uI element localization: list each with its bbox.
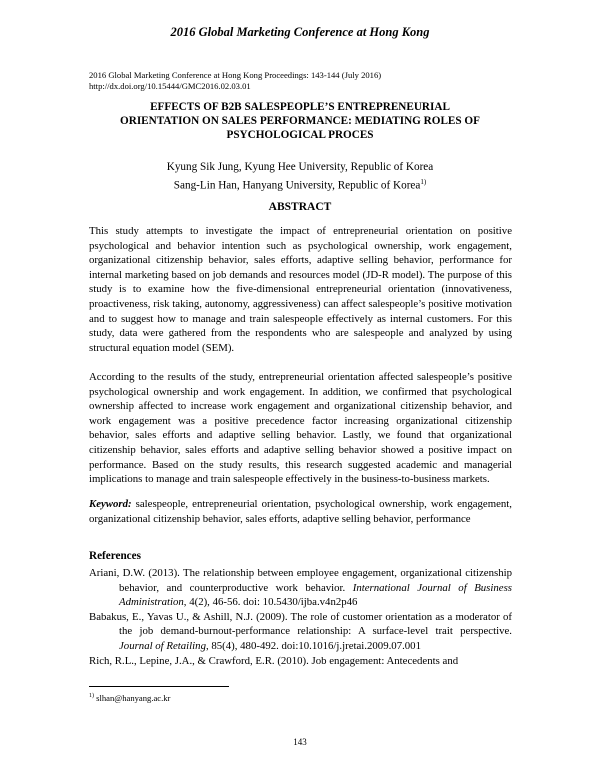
title-line-2: ORIENTATION ON SALES PERFORMANCE: MEDIATING ROLES OF (120, 115, 480, 127)
abstract-paragraph-2: According to the results of the study, entrepreneurial orientation affected salespeople’s positive psychological ownership and work engagement. In addition, we confirmed that psychological ownership affected to increase work engagement and organizational citizenship behavior, and work engagement was a positive precedence factor increasing organizational citizenship behavior, sales efforts and adaptive selling behavior. Lastly, we found that organizational citizenship behavior, sales efforts and adaptive selling behavior showed a positive impact on performance. Based on the study results, this research suggested academic and managerial implications to manage and train salespeople effectively in the business-to-business markets. (89, 371, 512, 486)
footnote-mark: 1) (89, 693, 94, 700)
reference-text: Ariani, D.W. (2013). The relationship between employee engagement, organizational citizenship behavior, and counterproductive work behavior. (89, 567, 512, 594)
abstract-heading: ABSTRACT (268, 201, 332, 213)
abstract-paragraph-1: This study attempts to investigate the impact of entrepreneurial orientation on positive psychological and behavior intention such as psychological ownership, work engagement, organizational citizenship behavior, sales efforts, adaptive selling behavior, performance for internal marketing based on job demands and resources model (JD-R model). The purpose of this study is to examine how the five-dimensional entrepreneurial orientation (innovativeness, proactiveness, risk taking, autonomy, aggressiveness) can affect salespeople’s positive motivation and to suggest how to manage and train salespeople effectively as internal customers. For this study, data were gathered from the respondents who are salespeople and analyzed by using structural equation model (SEM). (89, 225, 512, 354)
reference-item (89, 654, 512, 669)
author-2-text: Sang-Lin Han, Hanyang University, Republic of Korea (173, 179, 421, 192)
page-number: 143 (293, 737, 307, 747)
keywords-label: Keyword: (89, 498, 132, 510)
reference-journal: International Journal of Business Administration (119, 581, 512, 609)
keywords-text: salespeople, entrepreneurial orientation, psychological ownership, work engagement, organizational citizenship behavior, sales efforts, adaptive selling behavior, performance (89, 498, 512, 525)
reference-item (89, 610, 512, 654)
reference-text: Babakus, E., Yavas U., & Ashill, N.J. (2009). The role of customer orientation as a moderator of the job demand-burnout-performance relationship: A surface-level trait perspective. (89, 610, 512, 638)
reference-item (89, 566, 512, 610)
author-2 (100, 175, 500, 194)
reference-text: Rich, R.L., Lepine, J.A., & Crawford, E.R. (2010). Job engagement: Antecedents and (89, 654, 459, 667)
author-2-footnote-mark: 1) (420, 178, 427, 186)
doi-link[interactable]: http://dx.doi.org/10.15444/GMC2016.02.03.01 (89, 81, 251, 91)
footnote (89, 693, 170, 703)
title-line-3: PSYCHOLOGICAL PROCES (226, 129, 374, 141)
footnote-email[interactable]: slhan@hanyang.ac.kr (96, 693, 171, 703)
publication-meta (89, 70, 519, 92)
reference-details: , 4(2), 46-56. doi: 10.5430/ijba.v4n2p46 (183, 596, 358, 609)
keywords (89, 497, 512, 526)
paper-title (100, 100, 500, 142)
author-block (100, 160, 500, 194)
author-1: Kyung Sik Jung, Kyung Hee University, Republic of Korea (166, 161, 434, 173)
running-header: 2016 Global Marketing Conference at Hong Kong (170, 25, 430, 39)
proceedings-citation: 2016 Global Marketing Conference at Hong Kong Proceedings: 143-144 (July 2016) (89, 70, 382, 80)
references-heading: References (89, 550, 141, 562)
title-line-1: EFFECTS OF B2B SALESPEOPLE’S ENTREPRENEURIAL (150, 101, 450, 113)
references-list (89, 566, 512, 668)
reference-journal: Journal of Retailing (119, 639, 206, 652)
footnote-divider (89, 686, 229, 687)
reference-details: , 85(4), 480-492. doi:10.1016/j.jretai.2009.07.001 (205, 639, 421, 652)
